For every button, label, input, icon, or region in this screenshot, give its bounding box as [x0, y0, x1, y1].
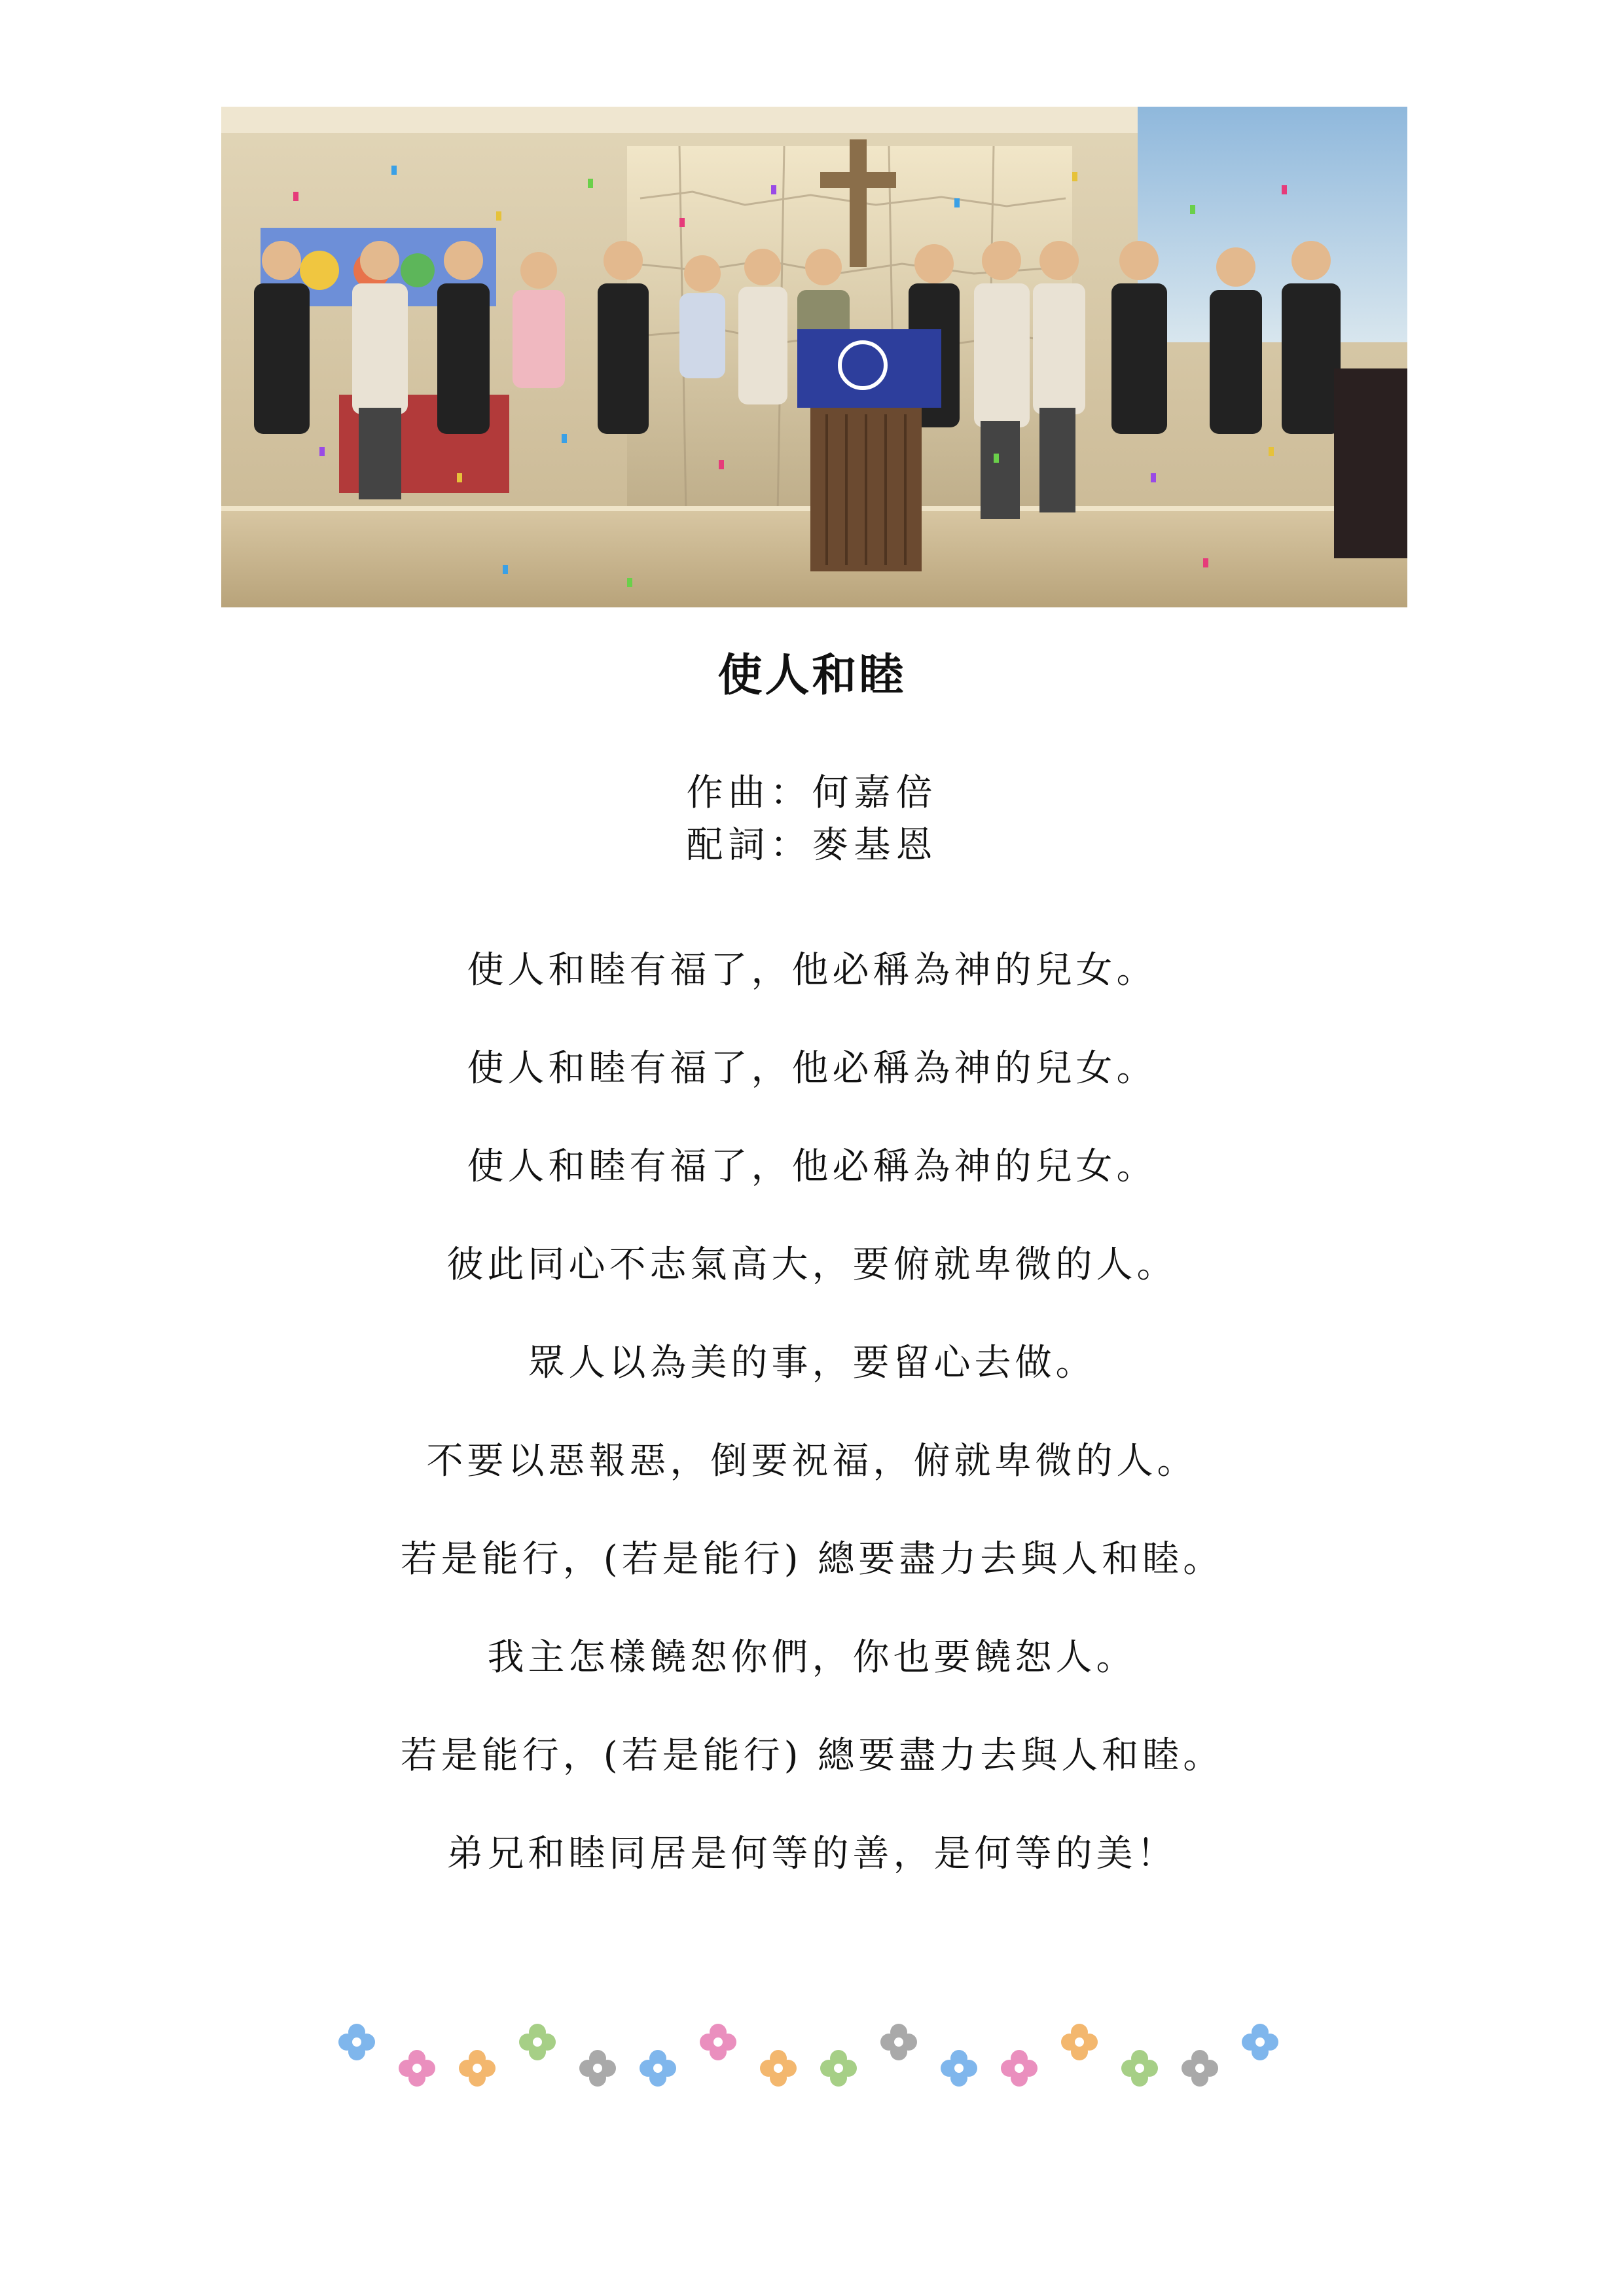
- flower-icon: [640, 2050, 676, 2087]
- flower-border: [327, 2016, 1309, 2108]
- lyric-line: 弟兄和睦同居是何等的善，是何等的美！: [446, 1833, 1178, 1875]
- lyric-line: 若是能行，(若是能行) 總要盡力去與人和睦。: [400, 1734, 1224, 1777]
- flower-icon: [941, 2050, 977, 2087]
- lyric-line: 使人和睦有福了，他必稱為神的兒女。: [467, 1047, 1157, 1090]
- song-title: 使人和睦: [717, 650, 907, 702]
- lyric-line: 彼此同心不志氣高大，要俯就卑微的人。: [446, 1244, 1178, 1286]
- flower-icon: [1001, 2050, 1038, 2087]
- lyric-line: 我主怎樣饒恕你們，你也要饒恕人。: [487, 1636, 1137, 1679]
- flower-icon: [1242, 2024, 1278, 2060]
- lyric-line: 使人和睦有福了，他必稱為神的兒女。: [467, 1145, 1157, 1188]
- flower-icon: [700, 2024, 736, 2060]
- lyric-line: 使人和睦有福了，他必稱為神的兒女。: [467, 949, 1157, 992]
- flower-icon: [760, 2050, 797, 2087]
- group-photo-image: [221, 107, 1407, 607]
- flower-icon: [1061, 2024, 1098, 2060]
- flower-icon: [579, 2050, 616, 2087]
- flower-icon: [1182, 2050, 1218, 2087]
- flower-icon: [459, 2050, 496, 2087]
- lyric-line: 眾人以為美的事，要留心去做。: [528, 1342, 1096, 1384]
- lyric-line: 若是能行，(若是能行) 總要盡力去與人和睦。: [400, 1538, 1224, 1581]
- lyric-line: 不要以惡報惡，倒要祝福，俯就卑微的人。: [426, 1440, 1198, 1482]
- credits: [0, 767, 1624, 872]
- flower-icon: [820, 2050, 857, 2087]
- flower-icon: [338, 2024, 375, 2060]
- flower-icon: [399, 2050, 435, 2087]
- group-photo: [221, 107, 1407, 607]
- composer-credit: 作曲：何嘉倍: [686, 772, 938, 814]
- flower-icon: [1121, 2050, 1158, 2087]
- flower-icon: [880, 2024, 917, 2060]
- flower-border-icon: [327, 2016, 1309, 2108]
- flower-icon: [519, 2024, 556, 2060]
- lyricist-credit: 配詞：麥基恩: [686, 824, 938, 867]
